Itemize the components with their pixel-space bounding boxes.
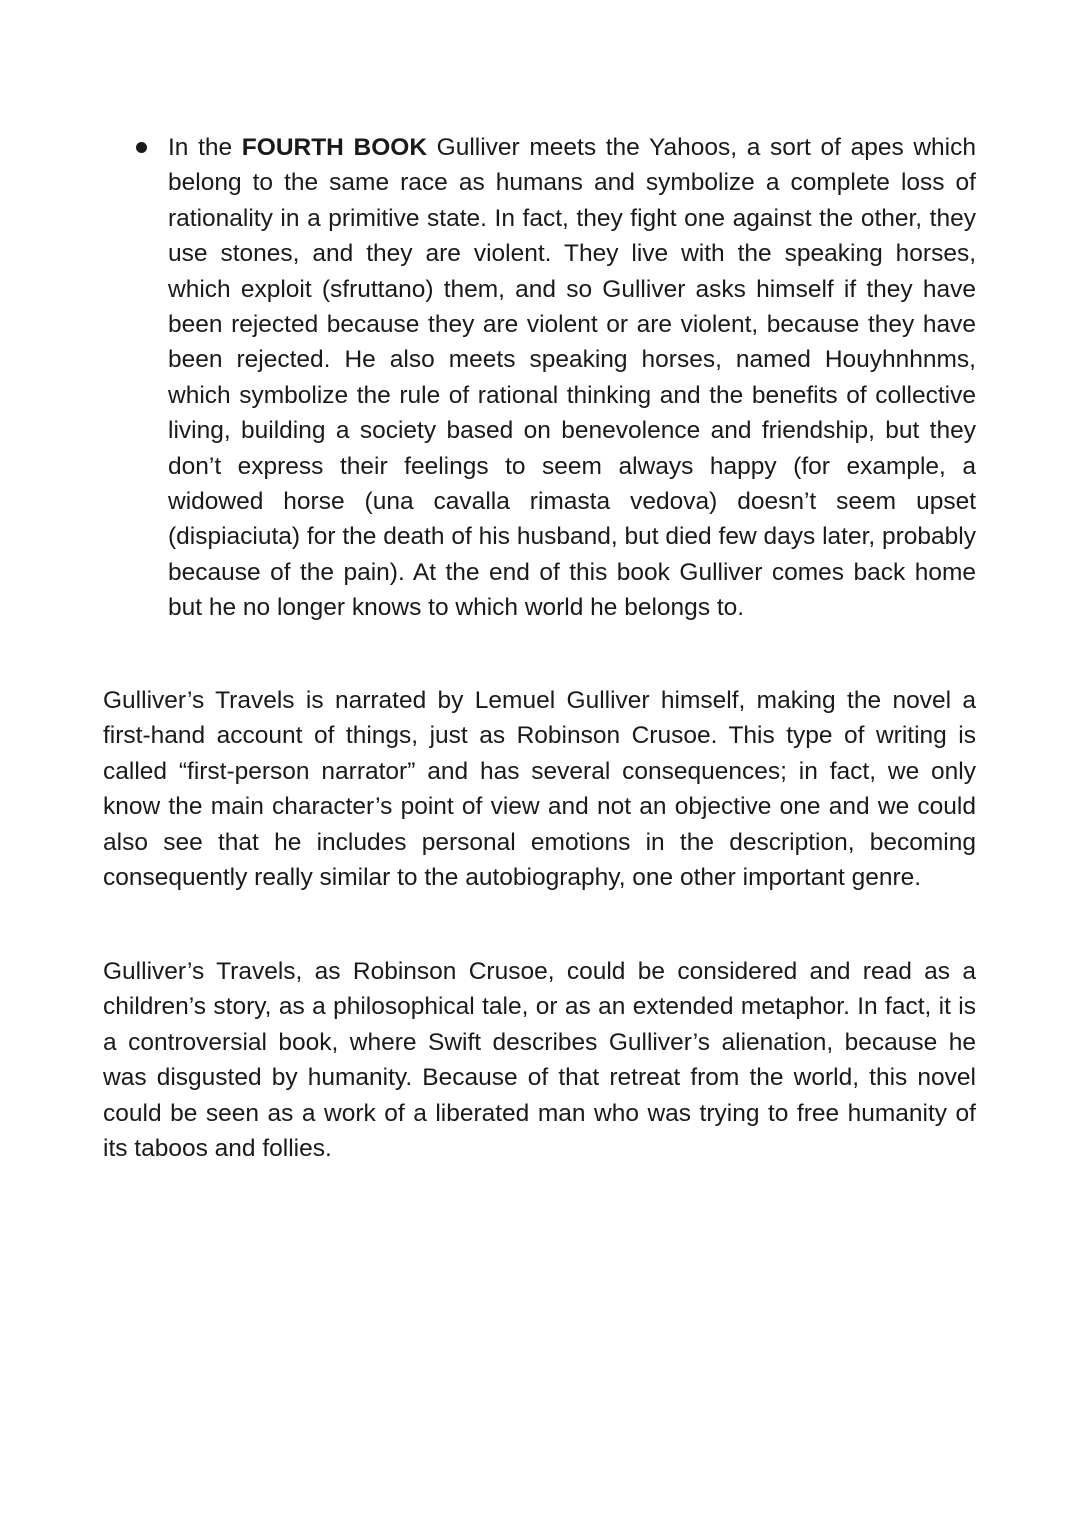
paragraph-interpretation: Gulliver’s Travels, as Robinson Crusoe, could be considered and read as a children’s story, as a philosophical tale, or as an extended metaphor. In fact, it is a controversial book, where Swift describes Gulliver’s alienation, because he was disgusted by humanity. Because of that retreat from the world, this novel could be seen as a work of a liberated man who was trying to free humanity of its taboos and follies. (103, 958, 976, 1163)
bullet-item-fourth-book (168, 130, 976, 626)
paragraph-narration: Gulliver’s Travels is narrated by Lemuel Gulliver himself, making the novel a first-hand account of things, just as Robinson Crusoe. This type of writing is called “first-person narrator” and has several consequences; in fact, we only know the main character’s point of view and not an objective one and we could also see that he includes personal emotions in the description, becoming consequently really similar to the autobiography, one other important genre. (103, 687, 976, 892)
bullet-point-icon (136, 142, 147, 153)
bullet-bold-heading: FOURTH BOOK (241, 134, 428, 161)
bullet-prefix: In the (168, 134, 242, 161)
bullet-body-text: Gulliver meets the Yahoos, a sort of apes which belong to the same race as humans and symbolize a complete loss of rationality in a primitive state. In fact, they fight one against the other, they use stones, and they are violent. They live with the speaking horses, which exploit (sfruttano) them, and so Gulliver asks himself if they have been rejected because they are violent or are violent, because they have been rejected. He also meets speaking horses, named Houyhnhnms, which symbolize the rule of rational thinking and the benefits of collective living, building a society based on benevolence and friendship, but they don’t express their feelings to seem always happy (for example, a widowed horse (una cavalla rimasta vedova) doesn’t seem upset (dispiaciuta) for the death of his husband, but died few days later, probably because of the pain). At the end of this book Gulliver comes back home but he no longer knows to which world he belongs to. (168, 134, 976, 622)
